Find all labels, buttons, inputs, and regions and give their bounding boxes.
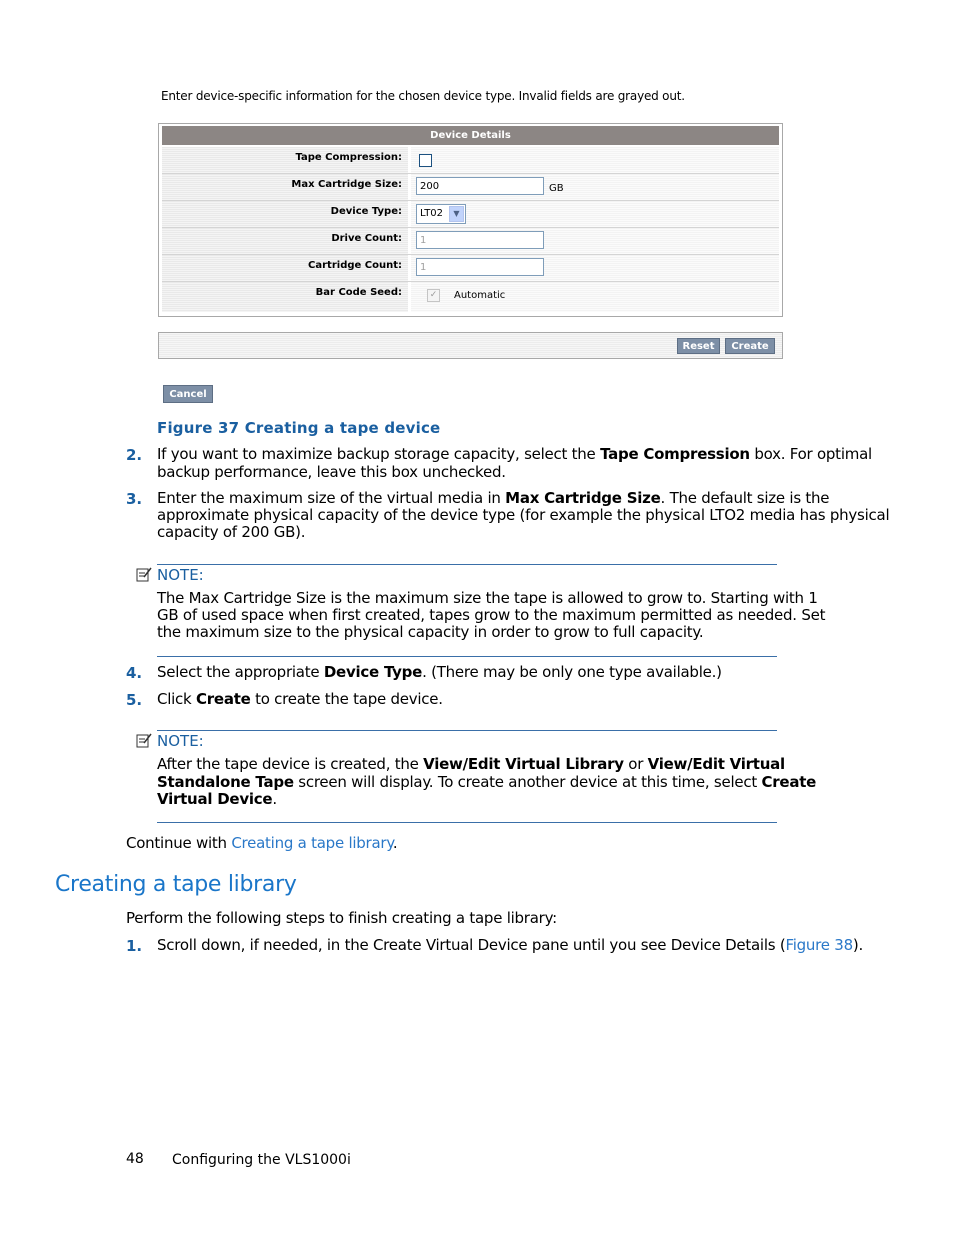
footer-title: Configuring the VLS1000i	[172, 1152, 351, 1168]
label-device-type: Device Type:	[162, 201, 408, 227]
device-type-select[interactable]	[416, 204, 466, 224]
section-title: Creating a tape library	[55, 872, 297, 897]
panel-title: Device Details	[162, 126, 779, 145]
figure-caption: Figure 37 Creating a tape device	[157, 419, 441, 437]
figure-38-link[interactable]: Figure 38	[785, 936, 853, 954]
tape-compression-checkbox[interactable]	[419, 154, 432, 167]
note-2-line2: Standalone Tape screen will display. To create another device at this time, select Create	[157, 773, 817, 791]
note-1-line1: The Max Cartridge Size is the maximum size the tape is allowed to grow to. Starting with 1	[157, 589, 818, 607]
step-number: 4.	[126, 664, 143, 682]
chevron-down-icon[interactable]: ▼	[449, 206, 464, 222]
note-2-line3: Virtual Device.	[157, 790, 277, 808]
cancel-button[interactable]: Cancel	[163, 385, 213, 403]
continue-text: Continue with Creating a tape library.	[126, 834, 398, 852]
automatic-checkbox[interactable]: ✓	[427, 289, 440, 302]
step-number: 5.	[126, 691, 143, 709]
automatic-label: Automatic	[454, 290, 506, 301]
row-bar-code-seed	[162, 282, 779, 312]
row-device-type	[162, 201, 779, 227]
step-3-line2: approximate physical capacity of the device type (for example the physical LTO2 media has physical	[157, 506, 890, 524]
note-1-line2: GB of used space when first created, tapes grow to the maximum permitted as needed. Set	[157, 606, 826, 624]
drive-count-input[interactable]: 1	[416, 231, 544, 249]
step-number: 3.	[126, 490, 143, 508]
perform-text: Perform the following steps to finish creating a tape library:	[126, 909, 557, 927]
cartridge-count-input[interactable]: 1	[416, 258, 544, 276]
step-1-text: Scroll down, if needed, in the Create Virtual Device pane until you see Device Details (Figure 38).	[157, 936, 863, 954]
reset-button[interactable]: Reset	[677, 338, 720, 354]
divider	[157, 564, 777, 565]
device-details-panel	[158, 123, 783, 317]
note-label: NOTE:	[157, 566, 204, 584]
unit-label: GB	[549, 183, 564, 194]
note-2-line1: After the tape device is created, the View/Edit Virtual Library or View/Edit Virtual	[157, 755, 785, 773]
page-number: 48	[126, 1151, 144, 1167]
step-3-text: Enter the maximum size of the virtual media in Max Cartridge Size. The default size is the	[157, 489, 830, 507]
row-max-cartridge-size	[162, 174, 779, 200]
note-icon	[136, 566, 153, 583]
divider	[157, 822, 777, 823]
creating-tape-library-link[interactable]: Creating a tape library	[231, 834, 393, 852]
step-4-text: Select the appropriate Device Type. (There may be only one type available.)	[157, 663, 722, 681]
label-bar-code-seed: Bar Code Seed:	[162, 282, 408, 312]
divider	[157, 730, 777, 731]
step-number: 2.	[126, 446, 143, 464]
intro-text: Enter device-specific information for the chosen device type. Invalid fields are grayed out.	[161, 89, 685, 103]
label-tape-compression: Tape Compression:	[162, 147, 408, 173]
max-cartridge-size-input[interactable]: 200	[416, 177, 544, 195]
note-icon	[136, 732, 153, 749]
label-cartridge-count: Cartridge Count:	[162, 255, 408, 281]
row-drive-count	[162, 228, 779, 254]
create-button[interactable]: Create	[725, 338, 775, 354]
device-type-value: LT02	[420, 208, 444, 219]
button-bar	[158, 332, 783, 359]
step-3-line3: capacity of 200 GB).	[157, 523, 306, 541]
note-label: NOTE:	[157, 732, 204, 750]
divider	[157, 656, 777, 657]
label-max-cartridge-size: Max Cartridge Size:	[162, 174, 408, 200]
row-tape-compression	[162, 147, 779, 173]
step-number: 1.	[126, 937, 143, 955]
step-2-line2: backup performance, leave this box unchecked.	[157, 463, 506, 481]
row-cartridge-count	[162, 255, 779, 281]
step-5-text: Click Create to create the tape device.	[157, 690, 443, 708]
note-1-line3: the maximum size to the physical capacity in order to grow to full capacity.	[157, 623, 704, 641]
step-2-text: If you want to maximize backup storage capacity, select the Tape Compression box. For optimal	[157, 445, 872, 463]
label-drive-count: Drive Count:	[162, 228, 408, 254]
